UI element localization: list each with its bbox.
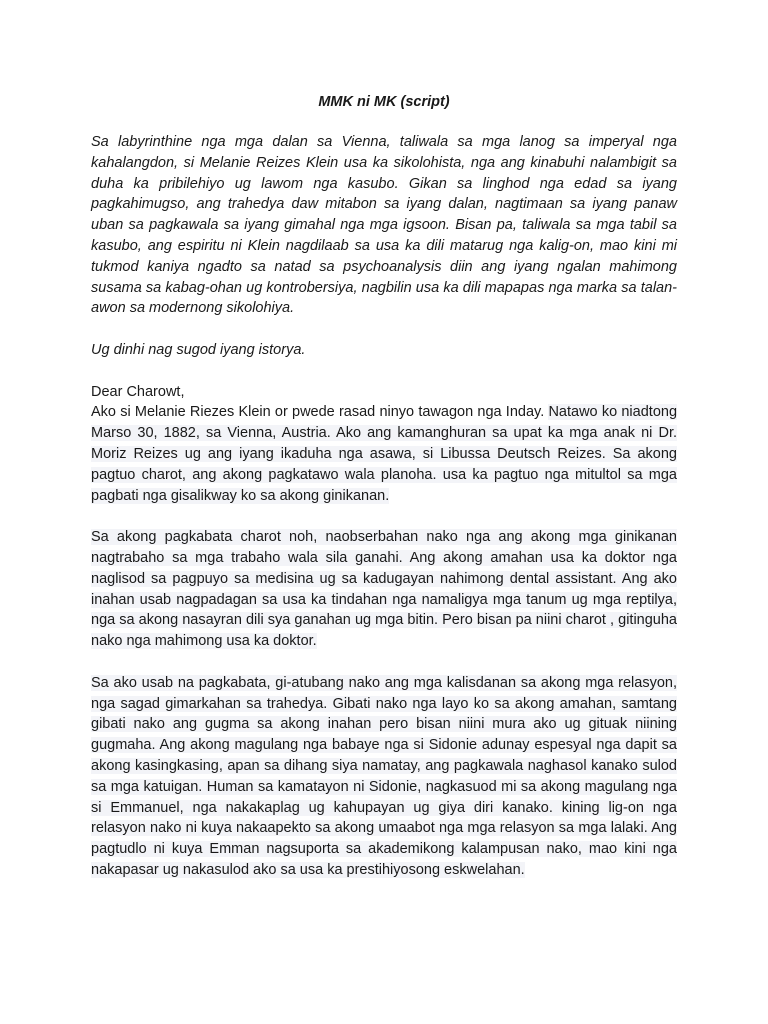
story-start-line: Ug dinhi nag sugod iyang istorya. xyxy=(91,341,306,358)
letter-intro-paragraph xyxy=(91,402,677,506)
document-title: MMK ni MK (script) xyxy=(318,94,450,110)
letter-intro-highlighted: Natawo ko niadtong Marso 30, 1882, sa Vienna, Austria. Ako ang kamanghuran sa upat ka mga anak ni Dr. Moriz Reizes ug ang iyang ikaduha nga asawa, si Libussa Deutsch Reizes. Sa akong pagtuo charot, ang akong pagkatawo wala planoha. usa ka pagtuo nga mitultol sa mga pagbati nga gisalikway ko sa akong ginikanan. xyxy=(91,404,678,504)
intro-paragraph: Sa labyrinthine nga mga dalan sa Vienna, taliwala sa mga lanog sa imperyal nga kahalangdon, si Melanie Reizes Klein usa ka sikolohista, nga ang kinabuhi nalambigit sa duha ka pribilehiyo ug lawom nga kasubo. Gikan sa linghod nga edad sa iyang pagkahimugso, ang trahedya daw mitabon sa iyang dalan, nagtimaan sa iyang panaw uban sa pagkawala sa iyang gimahal nga mga igsoon. Bisan pa, taliwala sa mga tabil sa kasubo, ang espiritu ni Klein nagdilaab sa usa ka dili matarug nga kalig-on, mao kini mi tukmod kaniya ngadto sa natad sa psychoanalysis diin ang iyang ngalan mahimong susama sa kabag-ohan ug kontrobersiya, nagbilin usa ka dili mapapas nga marka sa talan-awon sa modernong sikolohiya. xyxy=(91,134,677,317)
document-page xyxy=(91,92,677,901)
letter-intro-plain: Ako si Melanie Riezes Klein or pwede rasad ninyo tawagon nga Inday. xyxy=(91,404,545,421)
letter-greeting: Dear Charowt, xyxy=(91,383,185,400)
childhood-paragraph-text: Sa akong pagkabata charot noh, naobserbahan nako nga ang akong mga ginikanan nagtrabaho sa mga trabaho wala sila ganahi. Ang akong amahan usa ka doktor nga naglisod sa pagpuyo sa medisina ug sa kadugayan nahimong dental assistant. Ang ako inahan usab nagpadagan sa usa ka tindahan nga namaligya mga tanum ug mga reptilya, nga sa akong nasayran dili sya ganahan ug mga bitin. Pero bisan pa niini charot , gitinguha nako nga mahimong usa ka doktor. xyxy=(91,529,677,650)
relationships-paragraph xyxy=(91,673,677,881)
relationships-paragraph-text: Sa ako usab na pagkabata, gi-atubang nako ang mga kalisdanan sa akong mga relasyon, nga sagad gimarkahan sa trahedya. Gibati nako nga layo ko sa akong amahan, samtang gibati nako ang gugma sa akong inahan pero bisan niini mura ako ug gituak niining gugmaha. Ang akong magulang nga babaye nga si Sidonie adunay espesyal nga dapit sa akong kasingkasing, apan sa dihang siya namatay, ang pagkawala naghasol kanako sulod sa mga katuigan. Human sa kamatayon ni Sidonie, nagkasuod mi sa akong magulang nga si Emmanuel, nga nakakaplag ug kahupayan ug giya diri kanako. kining lig-on nga relasyon nako ni kuya nakaapekto sa akong umaabot nga mga relasyon sa mga lalaki. Ang pagtudlo ni kuya Emman nagsuporta sa akademikong kalampusan nako, mao kini nga nakapasar ug nakasulod ako sa usa ka prestihiyosong eskwelahan. xyxy=(91,674,677,878)
childhood-paragraph xyxy=(91,527,677,652)
